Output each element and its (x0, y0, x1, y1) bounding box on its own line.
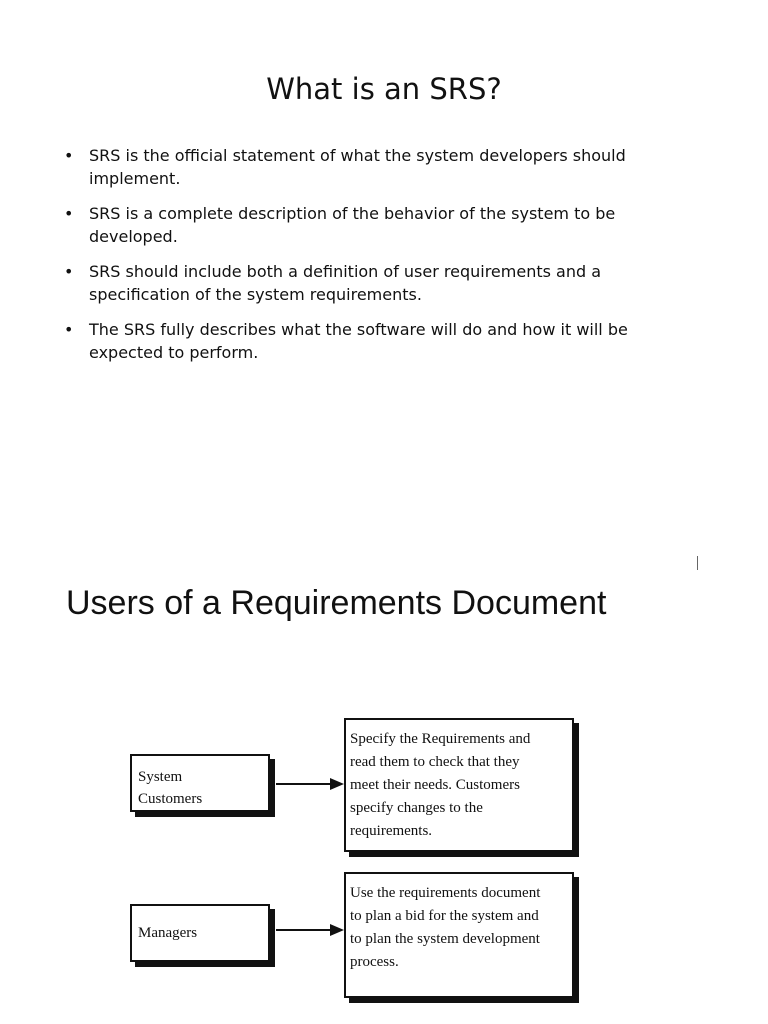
box-label-line: Managers (138, 925, 198, 941)
description-line: Specify the Requirements and (350, 731, 531, 747)
description-line: requirements. (350, 823, 433, 839)
bullet-item (60, 202, 710, 248)
bullet-icon: • (64, 320, 74, 339)
bullet-text-line: implement. (89, 169, 181, 188)
bullet-text-line: developed. (89, 227, 178, 246)
customers-description-box (344, 718, 574, 852)
description-line: read them to check that they (350, 754, 520, 770)
bullet-text-line: specification of the system requirements. (89, 285, 422, 304)
bullet-text-line: The SRS fully describes what the software will do and how it will be (89, 320, 628, 339)
bullet-text-line: expected to perform. (89, 343, 259, 362)
box-label-line: System (138, 769, 183, 785)
slide-title-users-of-requirements: Users of a Requirements Document (66, 584, 607, 622)
bullet-icon: • (64, 146, 74, 165)
managers-description-box (344, 872, 574, 998)
description-line: process. (350, 954, 399, 970)
description-line: specify changes to the (350, 800, 483, 816)
bullet-icon: • (64, 262, 74, 281)
srs-bullet-list (60, 144, 710, 376)
bullet-item (60, 318, 710, 364)
slide-title-what-is-srs: What is an SRS? (266, 72, 502, 106)
description-line: to plan a bid for the system and (350, 908, 539, 924)
bullet-text-line: SRS is the official statement of what the system developers should (89, 146, 626, 165)
text-cursor-mark (697, 556, 698, 570)
description-line: Use the requirements document (350, 885, 541, 901)
managers-box (130, 904, 270, 962)
description-line: meet their needs. Customers (350, 777, 520, 793)
bullet-item (60, 260, 710, 306)
bullet-text-line: SRS is a complete description of the behavior of the system to be (89, 204, 616, 223)
bullet-item (60, 144, 710, 190)
bullet-text-line: SRS should include both a definition of user requirements and a (89, 262, 602, 281)
bullet-icon: • (64, 204, 74, 223)
box-label-line: Customers (138, 791, 203, 807)
system-customers-box (130, 754, 270, 812)
description-line: to plan the system development (350, 931, 540, 947)
